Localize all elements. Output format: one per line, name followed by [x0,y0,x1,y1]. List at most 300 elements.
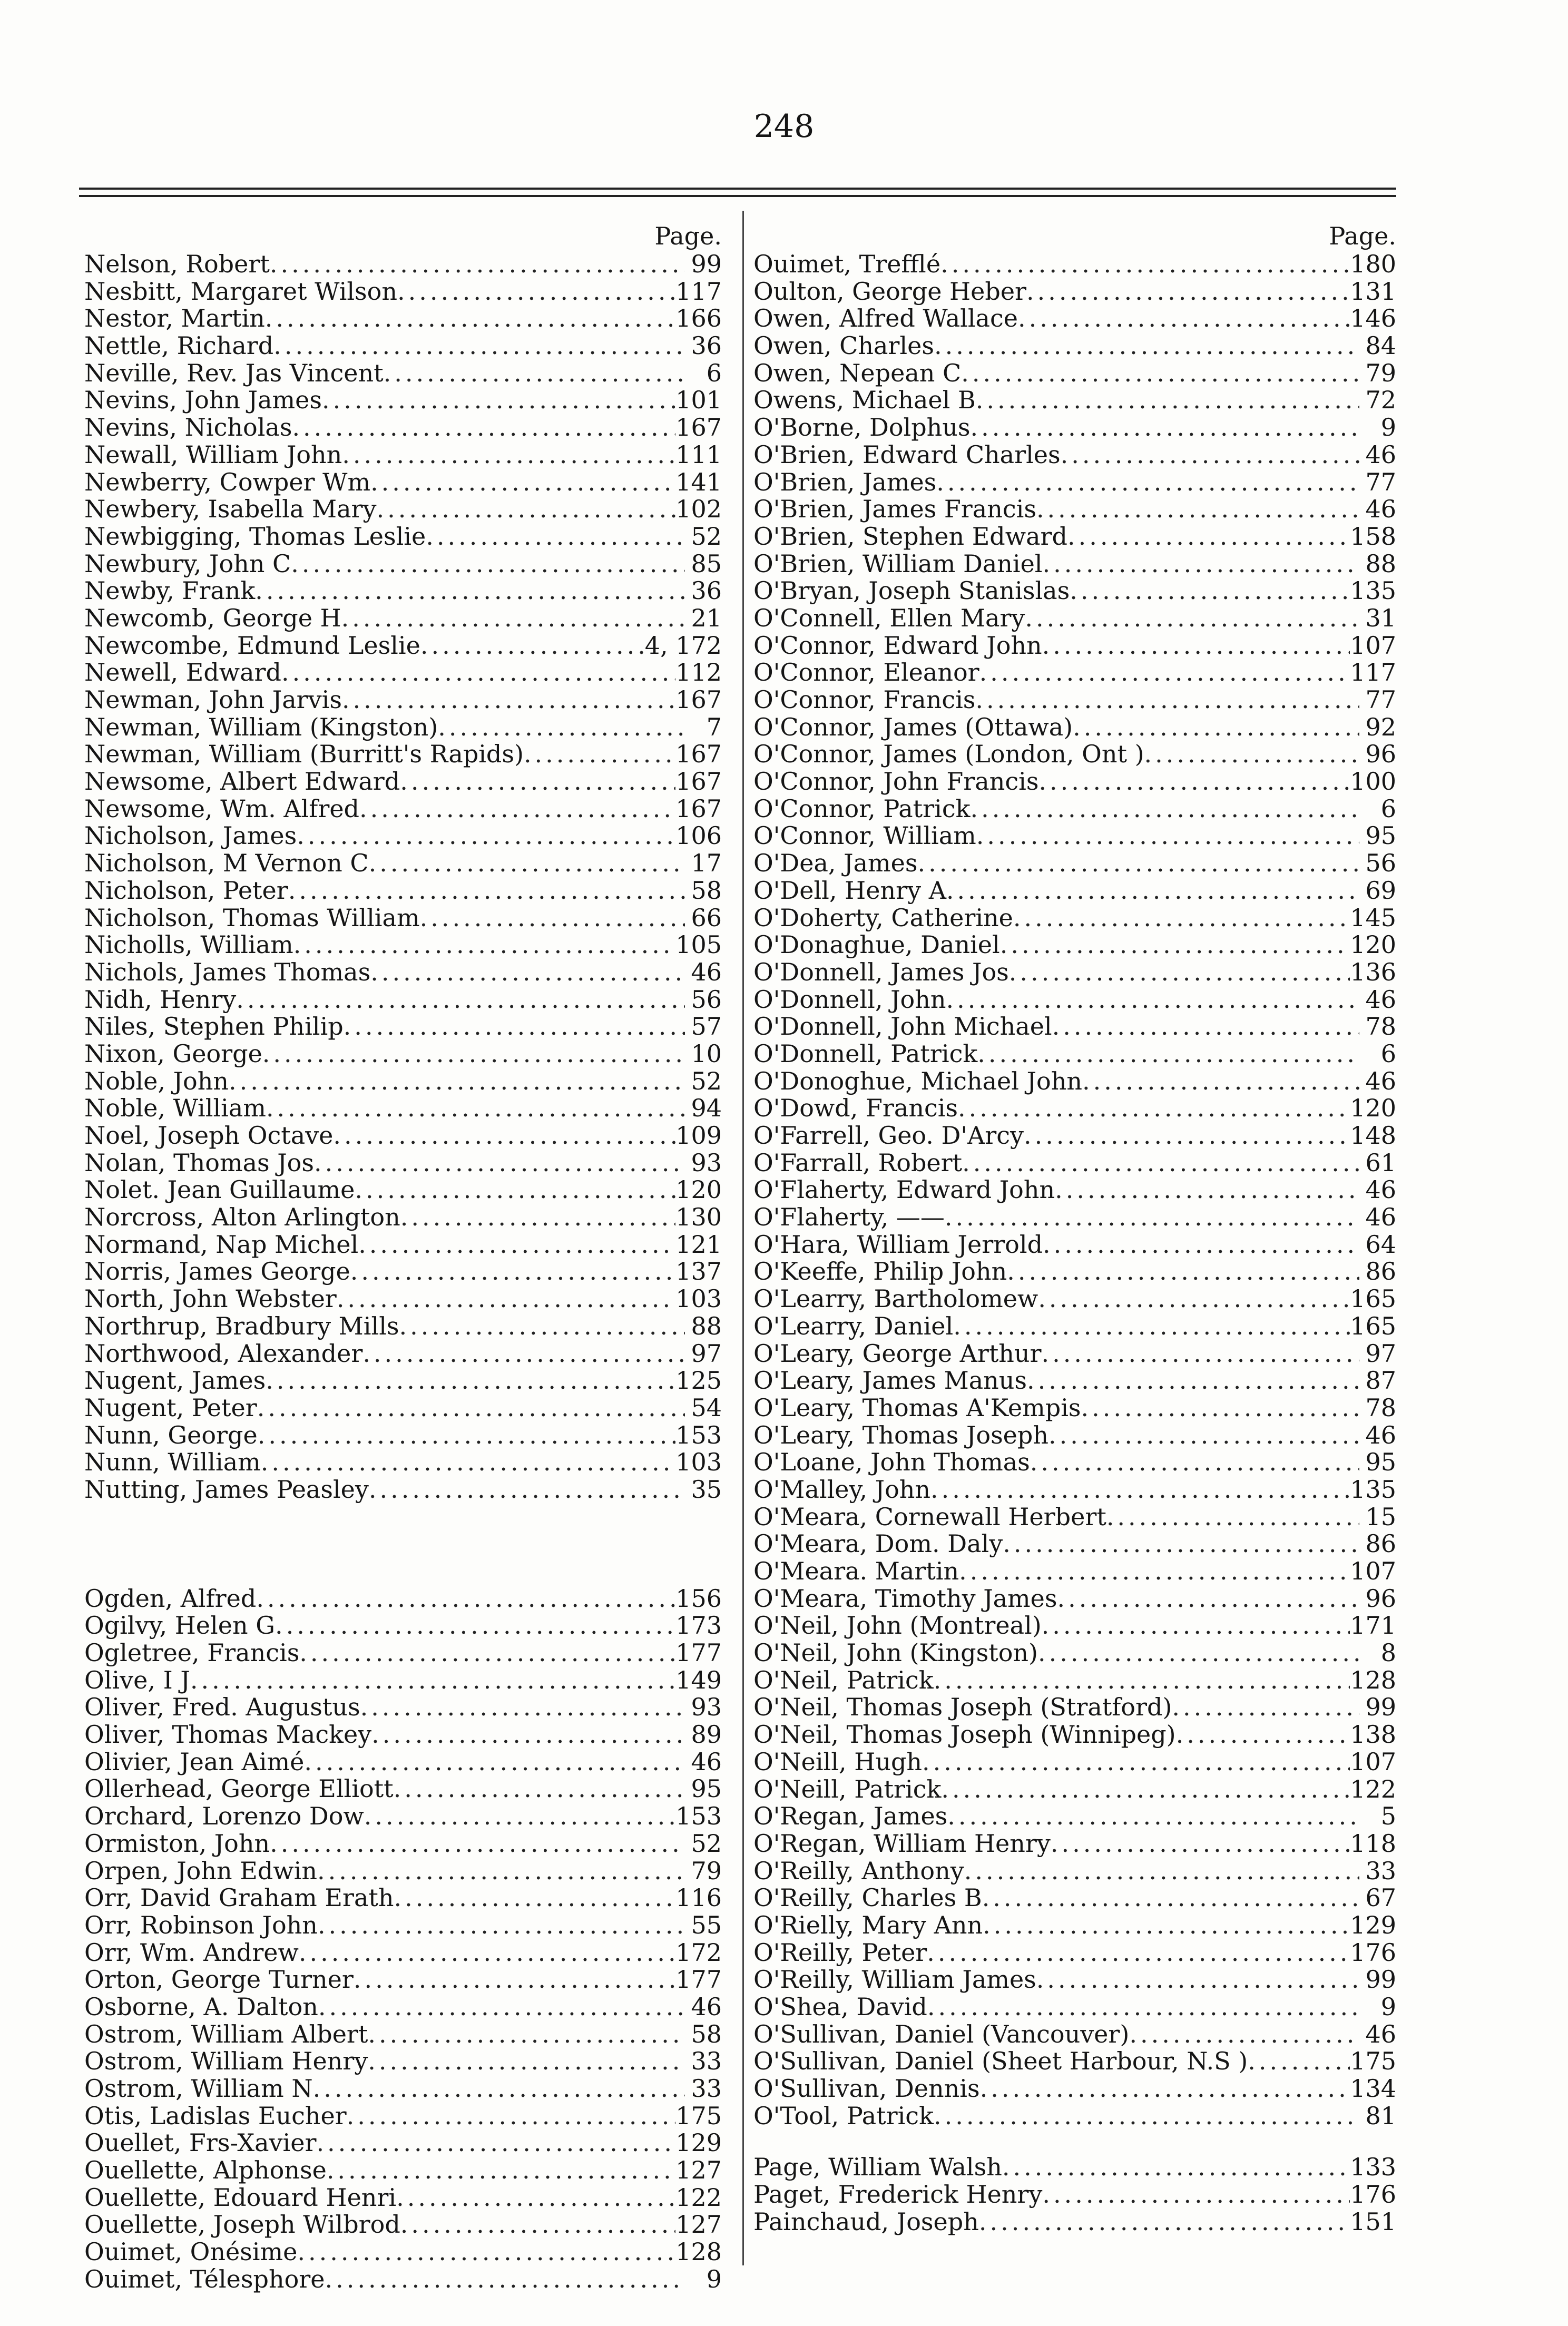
entry-name: Niles, Stephen Philip [84,1012,344,1041]
leader-dots [936,469,1359,496]
leader-dots [1036,496,1359,523]
entry-page: 17 [691,849,722,878]
index-entry [84,1803,722,1830]
index-entry [753,1013,1396,1041]
entry-name: Ouellette, Alphonse [84,2156,327,2185]
index-entry [84,1258,722,1285]
entry-name: Northwood, Alexander [84,1339,363,1368]
entry-name: O'Donnell, John Michael [753,1012,1052,1041]
entry-page: 172 [675,1938,722,1967]
leader-dots [299,1640,675,1667]
entry-page: 148 [1350,1121,1396,1150]
leader-dots [438,714,685,741]
leader-dots [342,441,675,469]
entry-name: Norcross, Alton Arlington [84,1203,400,1232]
index-entry [753,1150,1396,1177]
leader-dots [384,360,685,387]
index-entry [84,768,722,796]
leader-dots [1024,1122,1350,1150]
index-entry [84,850,722,877]
entry-page: 96 [1365,740,1396,769]
index-entry [84,387,722,414]
leader-dots [976,387,1359,414]
leader-dots [397,278,675,306]
left-column [84,221,722,2293]
entry-name: O'Brien, Edward Charles [753,440,1061,469]
index-entry [84,1585,722,1613]
entry-name: O'Loane, John Thomas [753,1448,1030,1477]
leader-dots [255,577,685,605]
entry-page: 120 [675,1175,722,1204]
entry-name: Orr, David Graham Erath [84,1883,394,1912]
entry-page: 129 [1350,1910,1396,1939]
entry-name: Nolet. Jean Guillaume [84,1175,355,1204]
entry-name: O'Sullivan, Daniel (Vancouver) [753,2019,1130,2048]
leader-dots [1026,278,1350,306]
leader-dots [980,2075,1350,2103]
entry-name: Ouimet, Trefflé [753,250,941,278]
entry-page: 6 [1380,1039,1396,1068]
index-entry [84,2129,722,2157]
entry-page: 46 [1365,1420,1396,1449]
leader-dots [266,1095,685,1122]
leader-dots [262,1041,685,1068]
entry-page: 9 [1380,413,1396,442]
entry-name: O'Reilly, William James [753,1965,1036,1994]
index-entry [84,1612,722,1640]
entry-page: 165 [1350,1311,1396,1340]
index-entry [84,2021,722,2048]
entry-name: O'Connor, William [753,821,976,850]
entry-name: Nicholson, Peter [84,876,288,905]
index-entry [84,686,722,714]
index-entry [84,605,722,632]
index-entry [753,822,1396,850]
entry-name: Newbery, Isabella Mary [84,495,377,524]
index-entry [753,1095,1396,1122]
leader-dots [350,1258,675,1285]
entry-name: O'Tool, Patrick [753,2101,934,2130]
entry-name: O'Doherty, Catherine [753,903,1013,932]
entry-page: 33 [1365,1856,1396,1885]
leader-dots [945,1204,1359,1231]
entry-name: Northrup, Bradbury Mills [84,1311,399,1340]
entry-name: O'Donnell, John [753,985,946,1014]
leader-dots [292,414,675,441]
entry-page: 175 [1350,2047,1396,2076]
leader-dots [400,2211,675,2239]
index-entry [753,2048,1396,2075]
leader-dots [355,1176,675,1204]
leader-dots [1067,523,1350,551]
index-entry [84,1176,722,1204]
entry-name: Orchard, Lorenzo Dow [84,1802,364,1831]
leader-dots [1052,1013,1359,1041]
index-entry [753,796,1396,823]
section-gap [84,1504,722,1585]
entry-page: 167 [675,794,722,823]
leader-dots [947,1803,1359,1830]
entry-name: Osborne, A. Dalton [84,1992,318,2021]
leader-dots [318,1912,685,1939]
index-entry [753,2021,1396,2048]
entry-name: Nettle, Richard [84,331,274,360]
index-entry [753,1231,1396,1259]
entry-name: O'Dell, Henry A [753,876,946,905]
entry-page: 78 [1365,1012,1396,1041]
leader-dots [1082,1068,1359,1095]
entry-name: O'Farrell, Geo. D'Arcy [753,1121,1024,1150]
entry-name: O'Meara, Cornewall Herbert [753,1502,1106,1531]
entry-page: 15 [1365,1502,1396,1531]
entry-page: 79 [1365,358,1396,387]
leader-dots [291,551,685,578]
entry-page: 87 [1365,1366,1396,1395]
index-entry [753,305,1396,332]
leader-dots [1038,1640,1359,1667]
entry-name: Owen, Charles [753,331,934,360]
leader-dots [281,659,675,686]
entry-name: O'Meara, Dom. Daly [753,1529,1003,1558]
entry-page: 122 [675,2183,722,2212]
leader-dots [1030,1449,1359,1476]
entry-page: 52 [691,522,722,551]
entry-name: Ostrom, William Henry [84,2047,368,2076]
leader-dots [1042,632,1350,660]
entry-page: 128 [1350,1665,1396,1694]
entry-page: 167 [675,740,722,769]
index-entry [753,1749,1396,1776]
leader-dots [299,1939,675,1967]
index-entry [84,1939,722,1967]
leader-dots [922,1749,1350,1776]
index-entry [84,877,722,905]
entry-name: O'Farrall, Robert [753,1148,963,1177]
entry-page: 94 [691,1094,722,1123]
entry-page: 134 [1350,2074,1396,2103]
entry-name: O'Donnell, Patrick [753,1039,978,1068]
leader-dots [983,1912,1350,1939]
entry-name: O'Hara, William Jerrold [753,1230,1043,1259]
entry-page: 99 [1365,1693,1396,1722]
entry-page: 95 [1365,821,1396,850]
leader-dots [1042,1612,1350,1640]
entry-name: Orr, Wm. Andrew [84,1938,299,1967]
entry-page: 107 [1350,1747,1396,1776]
entry-page: 78 [1365,1393,1396,1422]
entry-name: Newsome, Wm. Alfred [84,794,359,823]
leader-dots [1048,1422,1359,1449]
index-entry [753,1585,1396,1613]
index-entry [753,1476,1396,1504]
index-entry [84,2211,722,2239]
entry-page: 165 [1350,1284,1396,1313]
entry-page: 81 [1365,2101,1396,2130]
entry-name: Ouimet, Onésime [84,2237,298,2266]
leader-dots [236,986,685,1014]
entry-name: O'Connor, James (Ottawa) [753,712,1073,741]
leader-dots [941,1776,1350,1803]
leader-dots [1043,1231,1359,1259]
leader-dots [317,1858,685,1885]
entry-page: 46 [691,1747,722,1776]
bottom-rule [79,195,1396,197]
leader-dots [1000,931,1350,959]
entry-name: O'Neil, Patrick [753,1665,934,1694]
index-entry [84,2239,722,2266]
leader-dots [359,796,675,823]
entry-name: O'Brien, James Francis [753,495,1036,524]
leader-dots [917,850,1359,877]
leader-dots [1009,959,1350,986]
index-entry [84,1041,722,1068]
entry-page: 135 [1350,1475,1396,1504]
entry-page: 136 [1350,957,1396,986]
entry-page: 127 [675,2210,722,2239]
entry-name: Newsome, Albert Edward [84,767,400,796]
entry-page: 177 [675,1965,722,1994]
entry-page: 92 [1365,712,1396,741]
leader-dots [1057,1585,1359,1613]
index-entry [84,741,722,768]
entry-name: O'Dea, James [753,849,918,878]
entry-name: O'Rielly, Mary Ann [753,1910,983,1939]
leader-dots [1038,1285,1350,1313]
leader-dots [360,1694,685,1721]
leader-dots [368,2048,685,2075]
entry-page: 52 [691,1829,722,1858]
entry-page: 131 [1350,277,1396,306]
entry-page: 31 [1365,603,1396,632]
entry-page: 77 [1365,685,1396,714]
leader-dots [1144,741,1359,768]
index-entry [84,496,722,523]
entry-page: 4, 172 [644,631,722,660]
entry-page: 88 [1365,549,1396,578]
entry-page: 117 [1350,658,1396,687]
leader-dots [354,1966,675,1994]
leader-dots [297,2239,675,2266]
entry-page: 88 [691,1311,722,1340]
index-entry [753,1530,1396,1558]
entry-page: 145 [1350,903,1396,932]
entry-page: 99 [691,250,722,278]
left-entries-n [84,251,722,1504]
entry-name: O'Learry, Bartholomew [753,1284,1038,1313]
leader-dots [261,1449,675,1476]
leader-dots [396,2184,675,2212]
leader-dots [1070,577,1350,605]
entry-page: 112 [675,658,722,687]
index-entry [753,2154,1396,2181]
index-entry [753,332,1396,360]
entry-page: 146 [1350,304,1396,333]
entry-name: Newman, John Jarvis [84,685,342,714]
entry-name: O'Neil, Thomas Joseph (Winnipeg) [753,1720,1176,1749]
entry-name: Nelson, Robert [84,250,270,278]
entry-page: 64 [1365,1230,1396,1259]
entry-page: 58 [691,2019,722,2048]
index-entry [753,2075,1396,2103]
entry-page: 5 [1380,1802,1396,1831]
index-entry [753,741,1396,768]
entry-page: 116 [675,1883,722,1912]
index-entry [84,360,722,387]
entry-name: O'Neill, Hugh [753,1747,923,1776]
entry-page: 9 [706,2264,722,2293]
entry-name: Nutting, James Peasley [84,1475,369,1504]
entry-name: O'Brien, William Daniel [753,549,1043,578]
entry-name: O'Neil, Thomas Joseph (Stratford) [753,1693,1172,1722]
leader-dots [275,1612,675,1640]
entry-name: Noble, John [84,1066,229,1095]
index-entry [84,305,722,332]
leader-dots [959,1558,1350,1585]
index-entry [84,441,722,469]
leader-dots [1025,605,1359,632]
index-entry [753,278,1396,306]
entry-page: 36 [691,576,722,605]
entry-name: Nicholson, M Vernon C [84,849,369,878]
entry-name: Nidh, Henry [84,985,237,1014]
index-entry [753,1885,1396,1912]
entry-name: O'Connor, Patrick [753,794,971,823]
leader-dots [371,1721,685,1749]
entry-name: O'Connor, Eleanor [753,658,979,687]
index-entry [84,1204,722,1231]
entry-page: 180 [1350,250,1396,278]
entry-name: O'Neil, John (Kingston) [753,1638,1038,1667]
leader-dots [982,1885,1359,1912]
index-entry [753,1640,1396,1667]
entry-name: Ostrom, William N [84,2074,313,2103]
entry-page: 120 [1350,1094,1396,1123]
entry-page: 33 [691,2074,722,2103]
entry-name: Ouellette, Joseph Wilbrod [84,2210,400,2239]
entry-name: O'Malley, John [753,1475,931,1504]
leader-dots [927,1939,1350,1967]
leader-dots [420,632,645,660]
entry-name: Oliver, Thomas Mackey [84,1720,372,1749]
entry-name: O'Meara. Martin [753,1557,959,1585]
index-entry [753,1122,1396,1150]
index-entry [753,850,1396,877]
entry-name: Noble, William [84,1094,266,1123]
entry-name: Newbigging, Thomas Leslie [84,522,426,551]
index-entry [753,1858,1396,1885]
entry-page: 67 [1365,1883,1396,1912]
index-entry [84,414,722,441]
entry-name: O'Reilly, Charles B [753,1883,982,1912]
entry-page: 56 [691,985,722,1014]
entry-name: Olive, I J [84,1665,190,1694]
entry-page: 56 [1365,849,1396,878]
index-entry [84,523,722,551]
right-page-header: Page. [1329,222,1396,250]
entry-name: O'Donoghue, Michael John [753,1066,1082,1095]
index-entry [84,1313,722,1340]
leader-dots [927,1994,1359,2021]
index-entry [753,1395,1396,1422]
leader-dots [400,1204,675,1231]
index-entry [753,577,1396,605]
leader-dots [362,1340,685,1368]
index-entry [753,714,1396,741]
leader-dots [1129,2021,1359,2048]
leader-dots [369,850,685,877]
index-entry [84,1667,722,1694]
leader-dots [266,1367,675,1395]
leader-dots [364,1803,675,1830]
entry-page: 107 [1350,631,1396,660]
index-entry [84,2184,722,2212]
leader-dots [962,1150,1359,1177]
index-entry [753,551,1396,578]
index-entry [753,2103,1396,2130]
index-entry [753,1041,1396,1068]
leader-dots [975,686,1359,714]
entry-name: Nicholson, James [84,821,297,850]
index-entry [84,714,722,741]
entry-name: O'Regan, William Henry [753,1829,1051,1858]
leader-dots [399,1313,685,1340]
entry-page: 127 [675,2156,722,2185]
index-entry [84,931,722,959]
index-entry [84,2103,722,2130]
entry-page: 106 [675,821,722,850]
index-entry [84,1013,722,1041]
leader-dots [1042,1340,1359,1368]
leader-dots [369,1476,685,1504]
entry-page: 46 [1365,1203,1396,1232]
entry-name: Page, William Walsh [753,2153,1002,2182]
entry-name: O'Sullivan, Daniel (Sheet Harbour, N.S ) [753,2047,1248,2076]
index-entry [753,1422,1396,1449]
entry-name: O'Meara, Timothy James [753,1584,1057,1613]
section-gap [753,2129,1396,2154]
entry-name: Orpen, John Edwin [84,1856,317,1885]
leader-dots [273,332,685,360]
entry-page: 176 [1350,1938,1396,1967]
leader-dots [370,959,685,986]
entry-page: 93 [691,1693,722,1722]
entry-page: 36 [691,331,722,360]
entry-name: Nixon, George [84,1039,262,1068]
leader-dots [1013,905,1350,932]
entry-name: O'Reilly, Peter [753,1938,927,1967]
entry-page: 121 [675,1230,722,1259]
leader-dots [1061,441,1359,469]
index-entry [84,1340,722,1368]
index-entry [753,1830,1396,1858]
entry-name: Owens, Michael B [753,386,976,415]
entry-name: Painchaud, Joseph [753,2207,979,2236]
index-entry [753,1367,1396,1395]
entry-page: 46 [691,1992,722,2021]
entry-page: 46 [1365,495,1396,524]
index-entry [84,2048,722,2075]
entry-name: O'Leary, James Manus [753,1366,1027,1395]
leader-dots [316,2129,675,2157]
index-entry [84,1095,722,1122]
entry-name: Ormiston, John [84,1829,270,1858]
leader-dots [270,1830,685,1858]
leader-dots [293,931,676,959]
index-entry [753,1313,1396,1340]
entry-name: Orton, George Turner [84,1965,354,1994]
entry-name: Nolan, Thomas Jos [84,1148,314,1177]
entry-name: Nestor, Martin [84,304,265,333]
